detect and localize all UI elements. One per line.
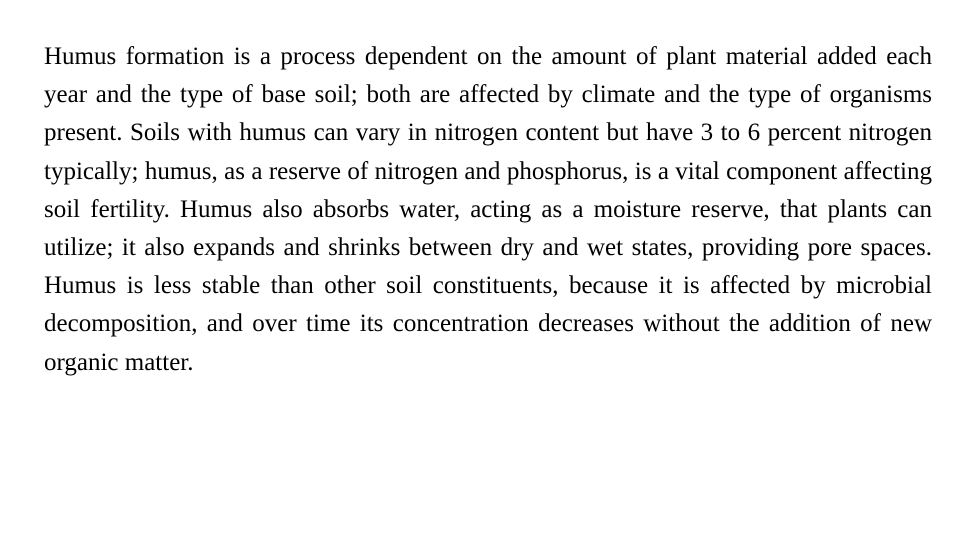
body-paragraph: Humus formation is a process dependent on the amount of plant material added each year and the type of base soil; both are affected by climate and the type of organisms present. Soils with humus can vary in nitrogen content but have 3 to 6 percent nitrogen typically; humus, as a reserve of nitrogen and phosphorus, is a vital component affecting soil fertility. Humus also absorbs water, acting as a moisture reserve, that plants can utilize; it also expands and shrinks between dry and wet states, providing pore spaces. Humus is less stable than other soil constituents, because it is affected by microbial decomposition, and over time its concentration decreases without the addition of new organic matter.	[44, 43, 932, 376]
